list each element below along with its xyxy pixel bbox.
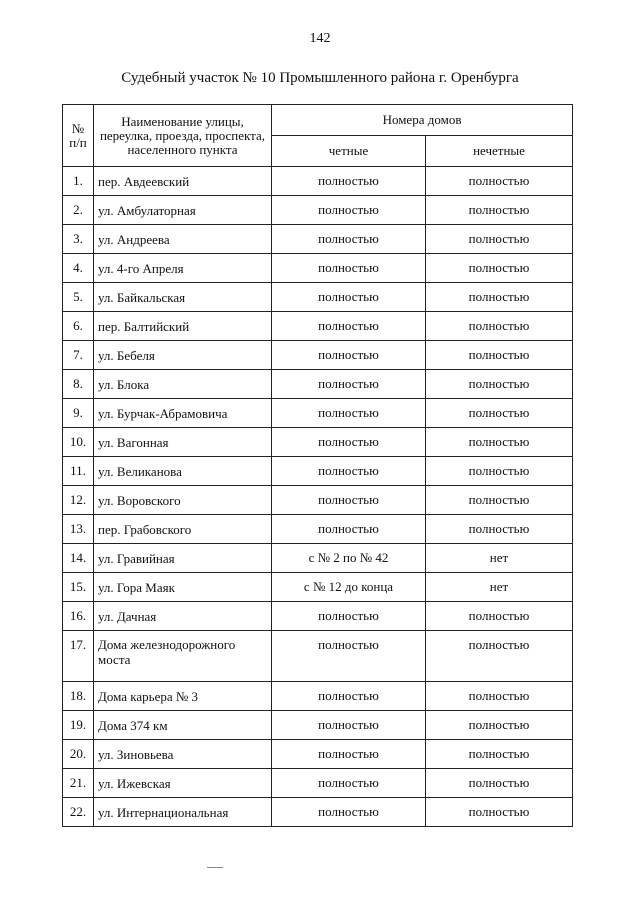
odd-houses: полностью [426,631,573,682]
odd-houses: полностью [426,711,573,740]
street-name: ул. Ижевская [94,769,272,798]
odd-houses: полностью [426,682,573,711]
row-number: 12. [63,486,94,515]
table-row [63,167,573,196]
even-houses: полностью [272,740,426,769]
even-houses: полностью [272,428,426,457]
table-row [63,341,573,370]
row-number: 20. [63,740,94,769]
even-houses: полностью [272,254,426,283]
street-name: ул. Бурчак-Абрамовича [94,399,272,428]
even-houses: полностью [272,167,426,196]
street-name: Дома карьера № 3 [94,682,272,711]
odd-houses: полностью [426,370,573,399]
header-houses: Номера домов [272,105,573,136]
street-name: Дома 374 км [94,711,272,740]
even-houses: полностью [272,312,426,341]
row-number: 2. [63,196,94,225]
odd-houses: полностью [426,341,573,370]
row-number: 13. [63,515,94,544]
table-row [63,428,573,457]
street-name: ул. Дачная [94,602,272,631]
even-houses: полностью [272,602,426,631]
odd-houses: нет [426,573,573,602]
street-name: ул. Амбулаторная [94,196,272,225]
street-name: ул. Великанова [94,457,272,486]
table-row [63,312,573,341]
street-name: пер. Авдеевский [94,167,272,196]
street-name: Дома железнодорожного моста [94,631,272,682]
table-row [63,370,573,399]
table-row [63,225,573,254]
street-name: пер. Грабовского [94,515,272,544]
odd-houses: полностью [426,457,573,486]
table-row [63,254,573,283]
row-number: 14. [63,544,94,573]
even-houses: полностью [272,798,426,827]
table-row [63,544,573,573]
row-number: 6. [63,312,94,341]
row-number: 1. [63,167,94,196]
odd-houses: полностью [426,167,573,196]
even-houses: полностью [272,196,426,225]
table-row [63,196,573,225]
table-row [63,515,573,544]
table-row [63,740,573,769]
row-number: 5. [63,283,94,312]
street-name: ул. Байкальская [94,283,272,312]
even-houses: с № 12 до конца [272,573,426,602]
even-houses: полностью [272,370,426,399]
even-houses: полностью [272,486,426,515]
even-houses: полностью [272,399,426,428]
odd-houses: полностью [426,602,573,631]
table-row [63,798,573,827]
row-number: 15. [63,573,94,602]
odd-houses: полностью [426,225,573,254]
street-name: ул. Вагонная [94,428,272,457]
street-name: ул. Гора Маяк [94,573,272,602]
row-number: 18. [63,682,94,711]
row-number: 9. [63,399,94,428]
street-name: ул. Гравийная [94,544,272,573]
even-houses: полностью [272,711,426,740]
odd-houses: полностью [426,399,573,428]
header-even: четные [272,136,426,167]
header-odd: нечетные [426,136,573,167]
row-number: 19. [63,711,94,740]
streets-table [62,104,573,827]
street-name: ул. Блока [94,370,272,399]
document-title: Судебный участок № 10 Промышленного района г. Оренбурга [121,70,519,86]
row-number: 8. [63,370,94,399]
street-name: ул. Воровского [94,486,272,515]
even-houses: полностью [272,515,426,544]
even-houses: полностью [272,283,426,312]
header-name: Наименование улицы, переулка, проезда, проспекта, населенного пункта [94,105,272,167]
row-number: 11. [63,457,94,486]
table-row [63,573,573,602]
street-name: ул. Андреева [94,225,272,254]
table-row [63,602,573,631]
row-number: 4. [63,254,94,283]
table-row [63,457,573,486]
odd-houses: полностью [426,486,573,515]
odd-houses: полностью [426,254,573,283]
page-number: 142 [309,31,331,46]
odd-houses: полностью [426,196,573,225]
row-number: 21. [63,769,94,798]
odd-houses: полностью [426,740,573,769]
row-number: 16. [63,602,94,631]
even-houses: полностью [272,341,426,370]
table-row [63,711,573,740]
even-houses: полностью [272,682,426,711]
table-row [63,399,573,428]
odd-houses: полностью [426,515,573,544]
scan-artifact [207,867,223,868]
table-body [63,167,573,827]
even-houses: с № 2 по № 42 [272,544,426,573]
odd-houses: полностью [426,428,573,457]
odd-houses: полностью [426,769,573,798]
table-row [63,283,573,312]
street-name: ул. Бебеля [94,341,272,370]
odd-houses: нет [426,544,573,573]
street-name: ул. 4-го Апреля [94,254,272,283]
row-number: 3. [63,225,94,254]
row-number: 7. [63,341,94,370]
even-houses: полностью [272,225,426,254]
odd-houses: полностью [426,798,573,827]
row-number: 17. [63,631,94,682]
even-houses: полностью [272,769,426,798]
header-num: № п/п [63,105,94,167]
street-name: пер. Балтийский [94,312,272,341]
table-row [63,682,573,711]
table-row [63,486,573,515]
row-number: 10. [63,428,94,457]
row-number: 22. [63,798,94,827]
odd-houses: полностью [426,312,573,341]
odd-houses: полностью [426,283,573,312]
even-houses: полностью [272,457,426,486]
table-row [63,769,573,798]
street-name: ул. Интернациональная [94,798,272,827]
even-houses: полностью [272,631,426,682]
street-name: ул. Зиновьева [94,740,272,769]
table-row [63,631,573,682]
